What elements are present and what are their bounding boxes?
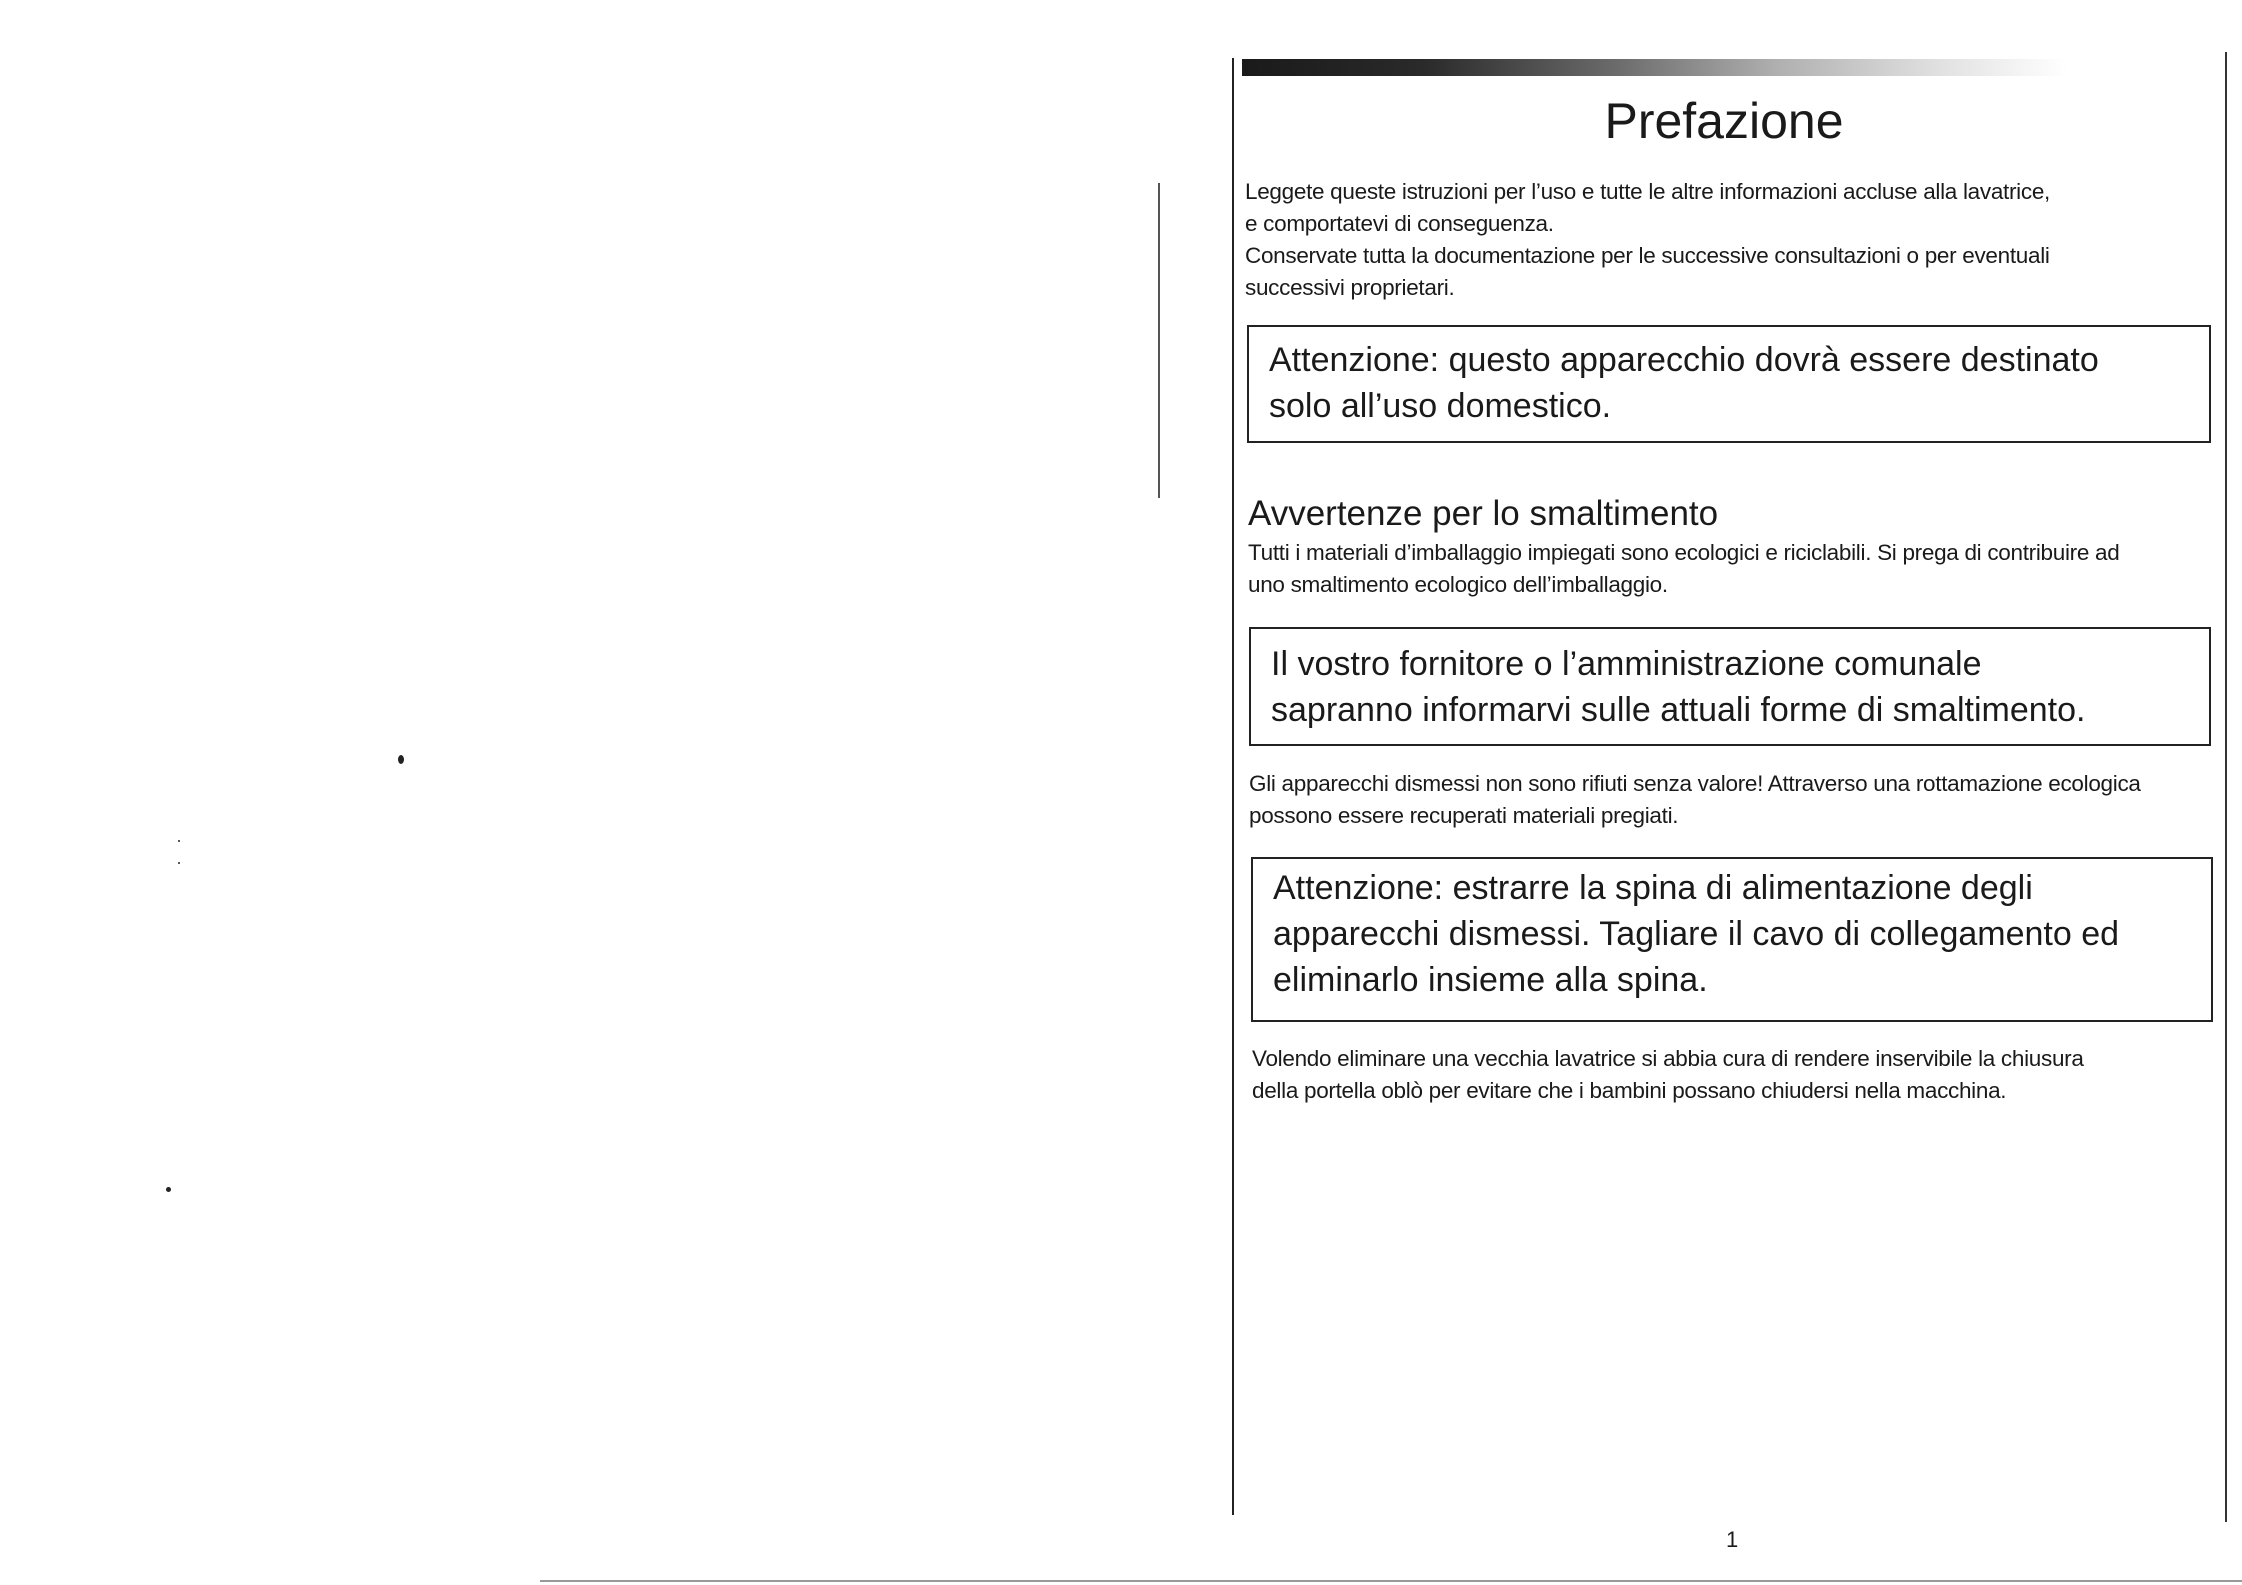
- scan-edge-line: [1158, 183, 1160, 498]
- disposal-line: uno smaltimento ecologico dell’imballaggio.: [1248, 572, 1668, 597]
- page-right-rule: [2225, 52, 2227, 1522]
- supplier-line: Il vostro fornitore o l’amministrazione comunale: [1271, 645, 1982, 683]
- supplier-info-box: [1249, 627, 2211, 746]
- intro-line: Conservate tutta la documentazione per le successive consultazioni o per eventuali: [1245, 243, 2050, 268]
- page-bottom-rule: [540, 1580, 2242, 1582]
- intro-line: Leggete queste istruzioni per l’uso e tutte le altre informazioni accluse alla lavatrice,: [1245, 179, 2050, 204]
- disposal-line: Tutti i materiali d’imballaggio impiegati sono ecologici e riciclabili. Si prega di contribuire ad: [1248, 540, 2120, 565]
- page-number: 1: [1726, 1527, 1739, 1552]
- disposal-heading: Avvertenze per lo smaltimento: [1248, 494, 1719, 533]
- scan-speck: [178, 862, 180, 864]
- scan-speck: [166, 1187, 171, 1192]
- intro-line: successivi proprietari.: [1245, 275, 1455, 300]
- plug-warning-line: Attenzione: estrarre la spina di alimentazione degli: [1273, 869, 2033, 907]
- header-bar: [1242, 59, 2067, 76]
- disposal-paragraph: [1248, 537, 2119, 601]
- page-left-rule: [1232, 58, 1234, 1515]
- domestic-use-warning-box: [1247, 325, 2211, 443]
- warning-line: solo all’uso domestico.: [1269, 387, 1612, 425]
- old-appliances-line: possono essere recuperati materiali pregiati.: [1249, 803, 1679, 828]
- intro-paragraph: [1245, 176, 2050, 304]
- plug-warning-box: [1251, 857, 2213, 1022]
- door-lock-line: della portella oblò per evitare che i bambini possano chiudersi nella macchina.: [1252, 1078, 2007, 1103]
- page-title: Prefazione: [1604, 93, 1844, 149]
- scan-speck: [398, 755, 404, 764]
- plug-warning-line: apparecchi dismessi. Tagliare il cavo di collegamento ed: [1273, 915, 2120, 953]
- intro-line: e comportatevi di conseguenza.: [1245, 211, 1554, 236]
- old-appliances-paragraph: [1249, 768, 2141, 832]
- door-lock-line: Volendo eliminare una vecchia lavatrice si abbia cura di rendere inservibile la chiusura: [1252, 1046, 2084, 1071]
- plug-warning-line: eliminarlo insieme alla spina.: [1273, 961, 1708, 999]
- door-lock-paragraph: [1252, 1043, 2084, 1107]
- scan-speck: [178, 840, 180, 842]
- old-appliances-line: Gli apparecchi dismessi non sono rifiuti senza valore! Attraverso una rottamazione ecologica: [1249, 771, 2141, 796]
- supplier-line: sapranno informarvi sulle attuali forme di smaltimento.: [1271, 691, 2086, 729]
- warning-line: Attenzione: questo apparecchio dovrà essere destinato: [1269, 341, 2099, 379]
